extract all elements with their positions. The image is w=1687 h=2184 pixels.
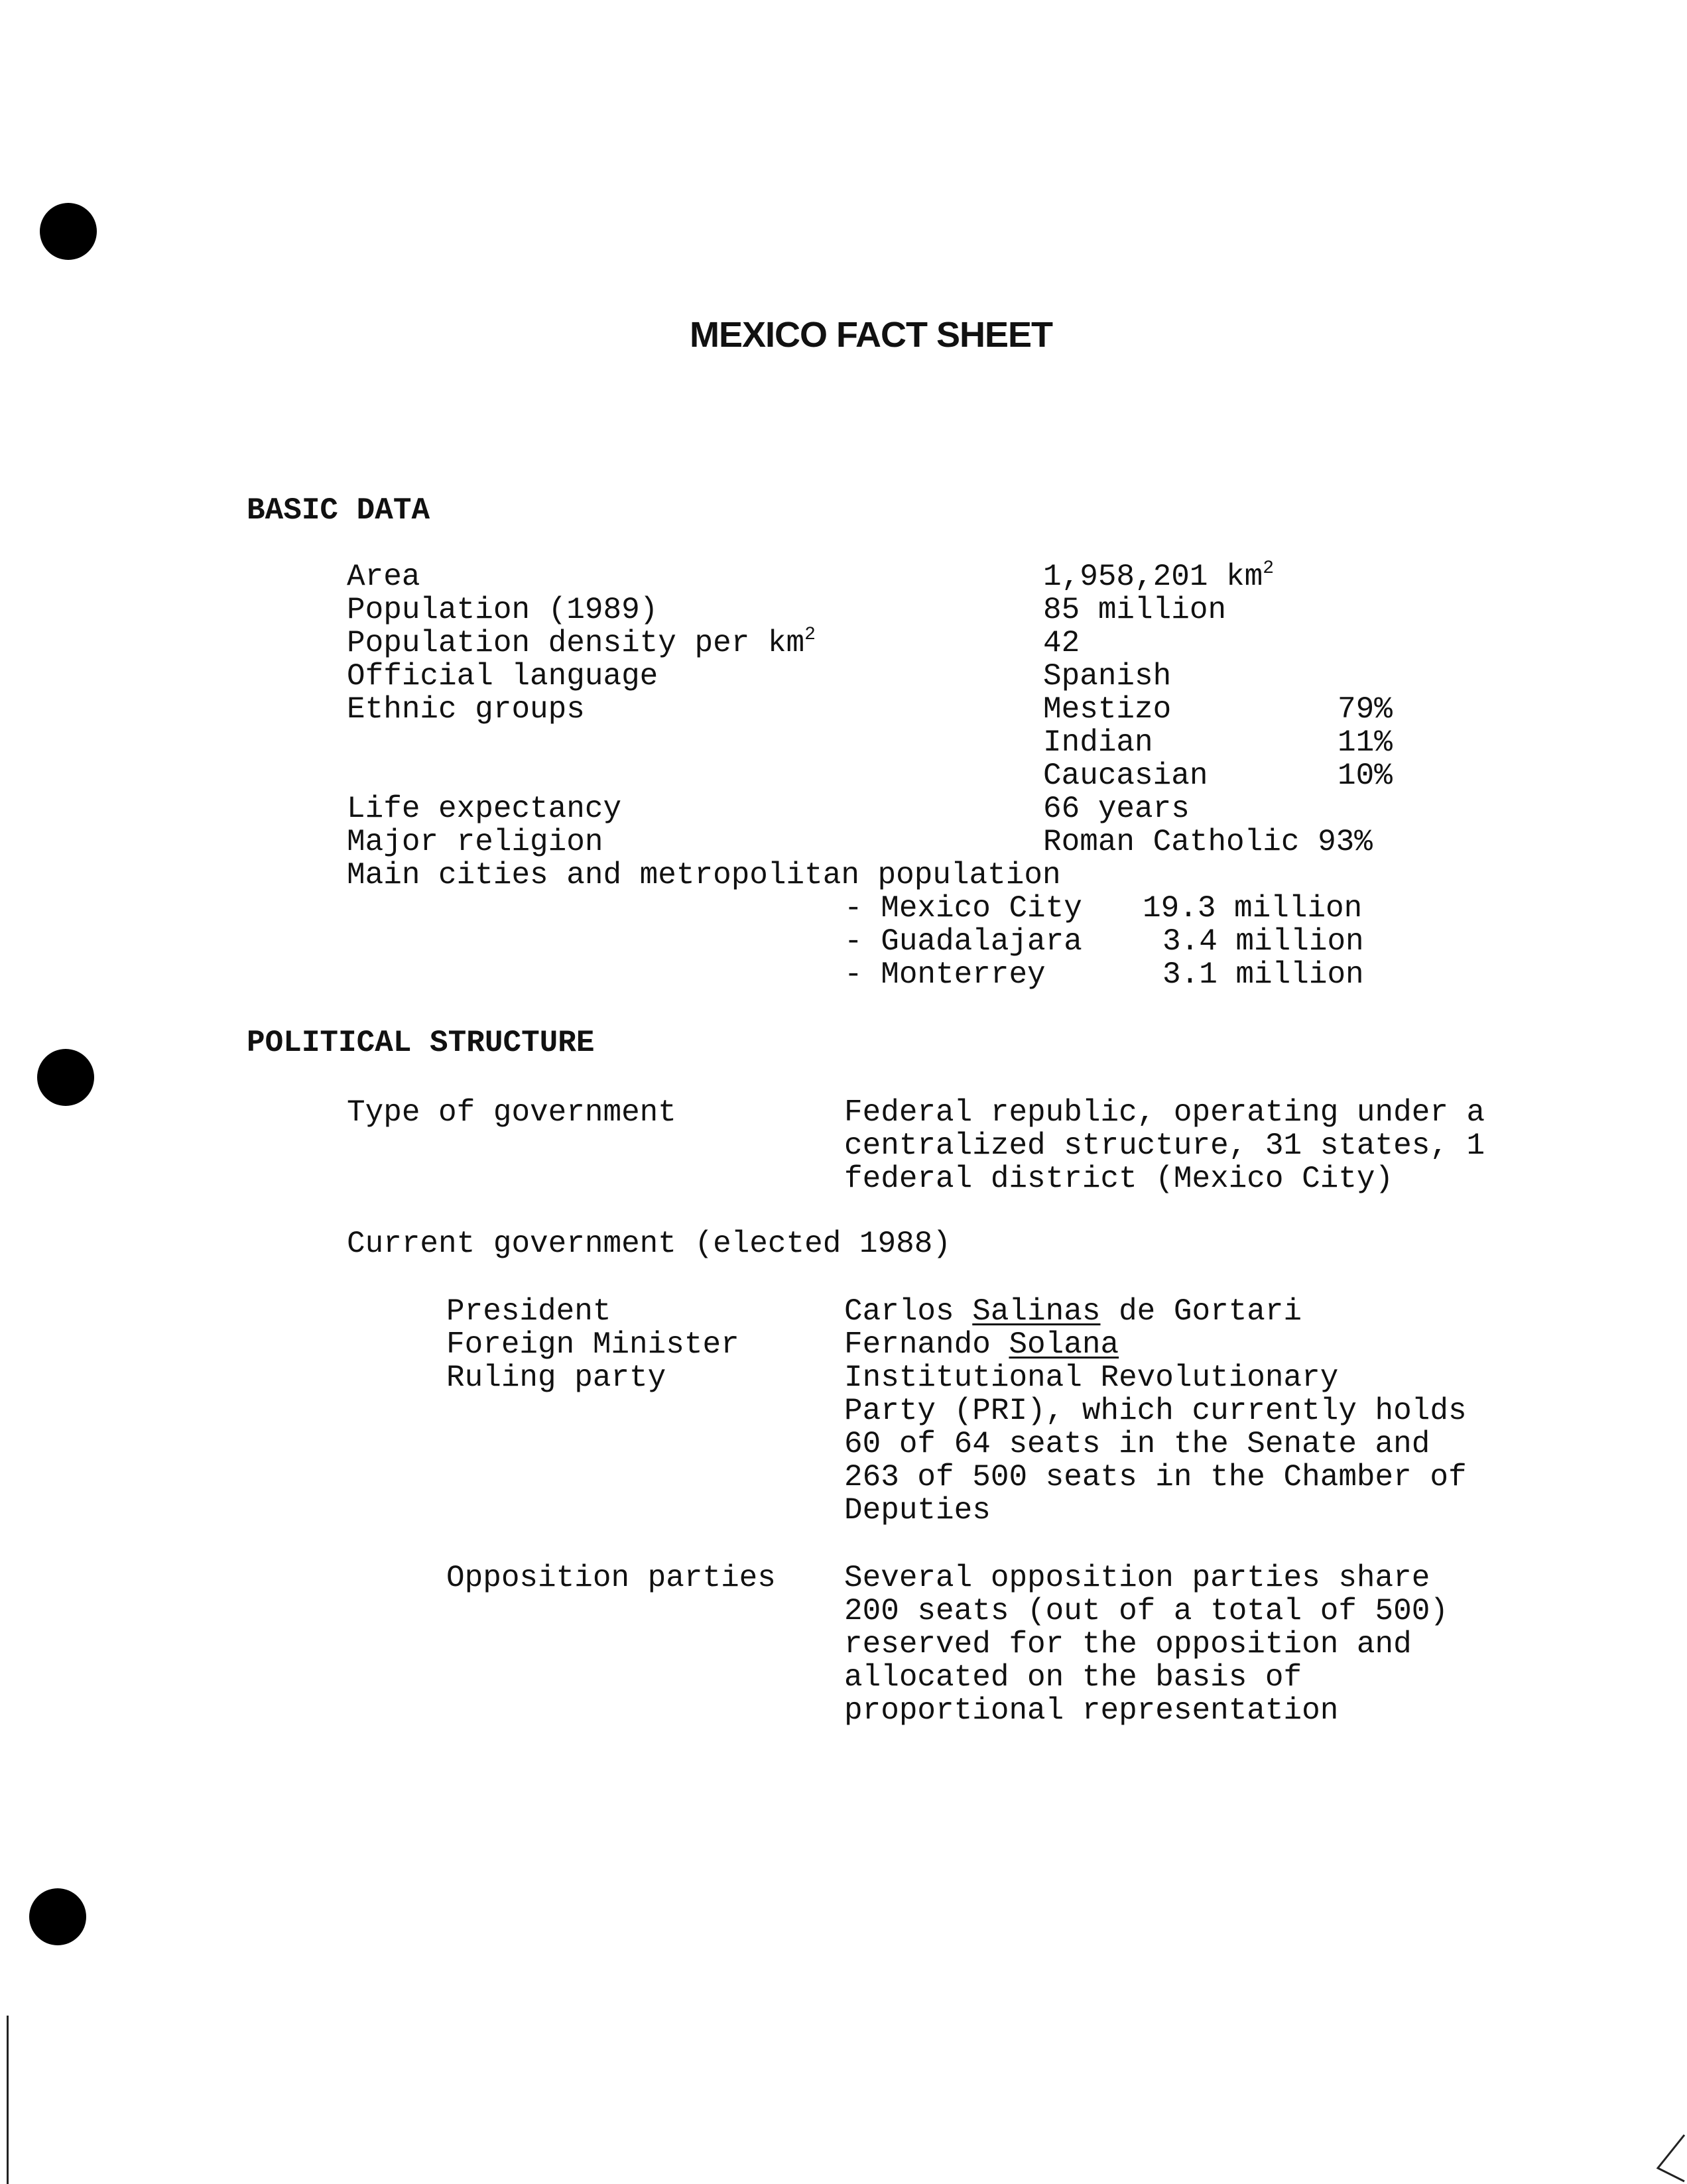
ethnic-group-pct: 10%: [1338, 758, 1393, 793]
ethnic-group-pct: 11%: [1338, 725, 1393, 760]
city-population: 3.1 million: [1162, 957, 1364, 992]
opposition-label: Opposition parties: [446, 1561, 776, 1595]
punch-hole-middle: [37, 1049, 94, 1106]
ethnic-label: Ethnic groups: [347, 692, 585, 727]
basic-data-heading: BASIC DATA: [247, 493, 430, 528]
cities-label: Main cities and metropolitan population: [347, 858, 1061, 892]
ruling-party-line: 60 of 64 seats in the Senate and: [844, 1427, 1430, 1461]
population-value: 85 million: [1043, 593, 1227, 627]
government-type-line: Federal republic, operating under a: [844, 1095, 1485, 1130]
density-value: 42: [1043, 626, 1080, 660]
opposition-line: 200 seats (out of a total of 500): [844, 1594, 1448, 1628]
city-name: - Mexico City: [844, 891, 1082, 926]
city-name: - Guadalajara: [844, 924, 1082, 959]
political-heading: POLITICAL STRUCTURE: [247, 1026, 595, 1060]
ruling-party-line: Deputies: [844, 1493, 991, 1528]
city-population: 3.4 million: [1162, 924, 1364, 959]
ruling-party-label: Ruling party: [446, 1361, 666, 1395]
population-label: Population (1989): [347, 593, 658, 627]
president-label: President: [446, 1294, 611, 1329]
area-label: Area: [347, 560, 420, 594]
density-label: Population density per $km^2$: [347, 625, 816, 660]
religion-label: Major religion: [347, 825, 603, 859]
government-type-label: Type of government: [347, 1095, 676, 1130]
city-name: - Monterrey: [844, 957, 1046, 992]
ethnic-group-name: Caucasian: [1043, 758, 1208, 793]
foreign-minister-value: Fernando Solana: [844, 1327, 1119, 1362]
religion-value: Roman Catholic 93%: [1043, 825, 1373, 859]
ruling-party-line: Institutional Revolutionary: [844, 1361, 1339, 1395]
ruling-party-line: 263 of 500 seats in the Chamber of: [844, 1460, 1467, 1494]
life-value: 66 years: [1043, 792, 1190, 826]
area-value: 1,958,201 $km^2$: [1043, 558, 1275, 594]
ethnic-group-pct: 79%: [1338, 692, 1393, 727]
life-label: Life expectancy: [347, 792, 622, 826]
page-title: MEXICO FACT SHEET: [690, 315, 1053, 355]
punch-hole-top: [40, 203, 97, 260]
ethnic-group-name: Indian: [1043, 725, 1153, 760]
left-edge-line: [7, 2016, 9, 2184]
ethnic-group-name: Mestizo: [1043, 692, 1172, 727]
language-value: Spanish: [1043, 659, 1172, 694]
punch-hole-bottom: [29, 1888, 86, 1945]
ruling-party-line: Party (PRI), which currently holds: [844, 1394, 1467, 1428]
opposition-line: allocated on the basis of: [844, 1660, 1302, 1695]
government-type-line: centralized structure, 31 states, 1: [844, 1128, 1485, 1163]
page-corner-mark: [1645, 2122, 1687, 2184]
foreign-minister-label: Foreign Minister: [446, 1327, 739, 1362]
opposition-line: reserved for the opposition and: [844, 1627, 1412, 1662]
language-label: Official language: [347, 659, 658, 694]
city-population: 19.3 million: [1143, 891, 1363, 926]
president-value: Carlos Salinas de Gortari: [844, 1294, 1302, 1329]
government-type-line: federal district (Mexico City): [844, 1162, 1394, 1196]
opposition-line: proportional representation: [844, 1693, 1339, 1728]
current-government-label: Current government (elected 1988): [347, 1227, 951, 1261]
opposition-line: Several opposition parties share: [844, 1561, 1430, 1595]
